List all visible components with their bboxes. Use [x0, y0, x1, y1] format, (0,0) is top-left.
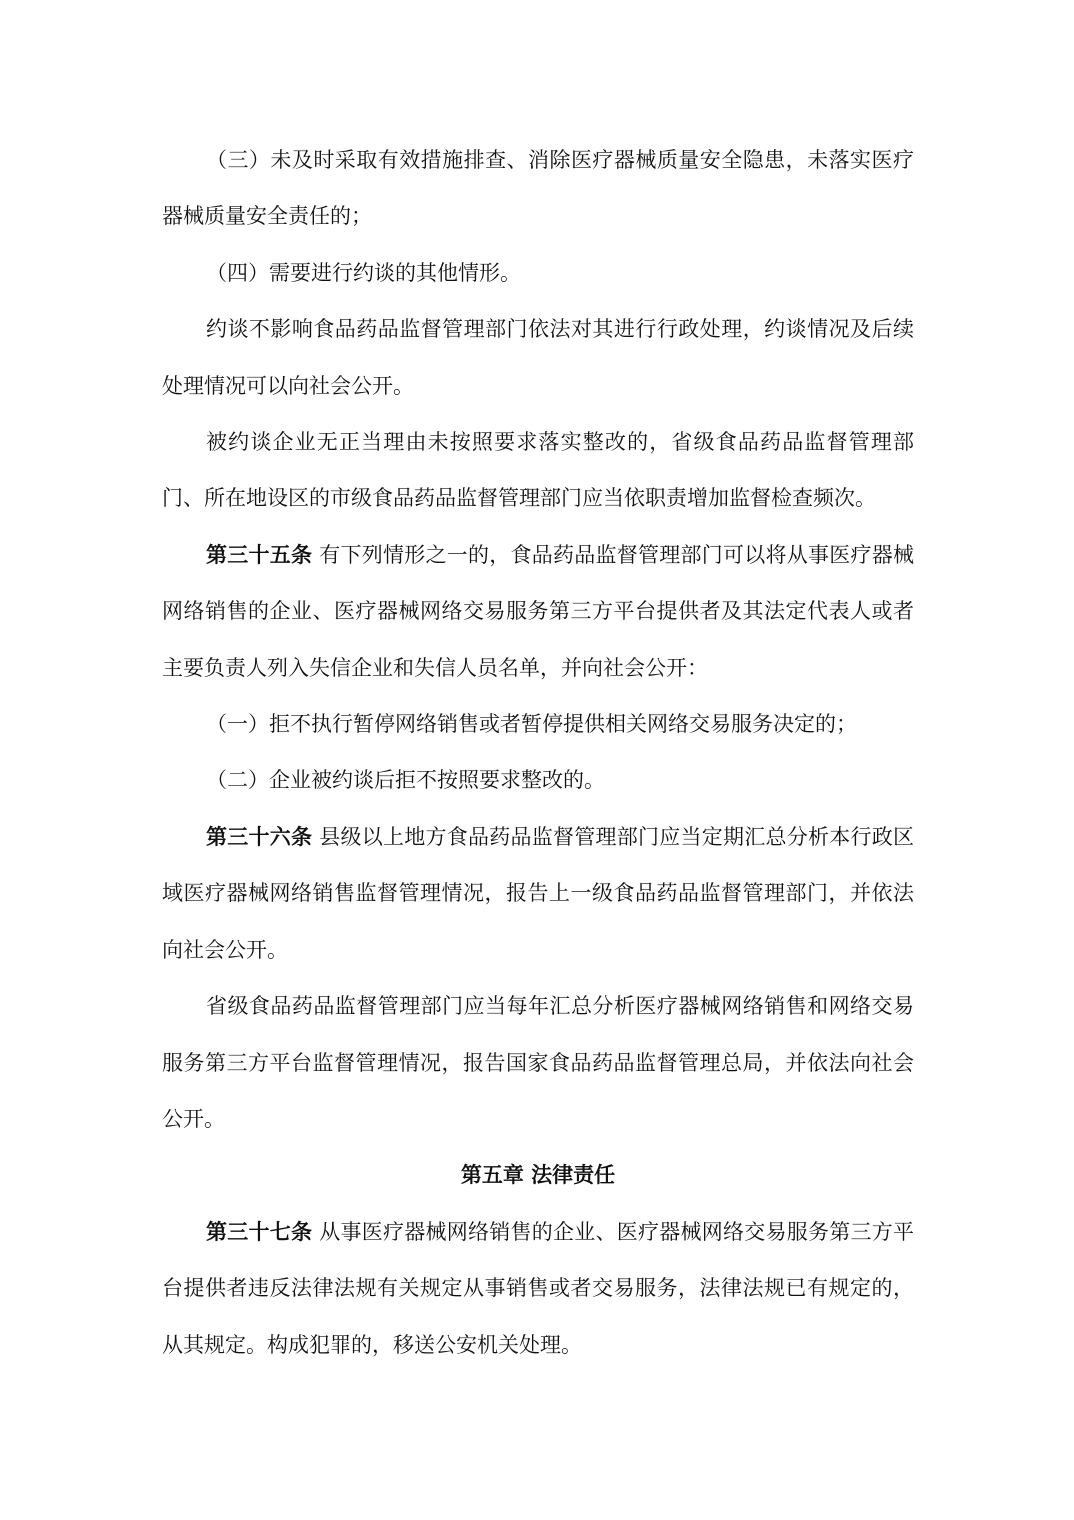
- paragraph-text: 约谈不影响食品药品监督管理部门依法对其进行行政处理，约谈情况及后续处理情况可以向社会公开。: [162, 317, 914, 398]
- article-36: [162, 809, 914, 978]
- paragraph-text: （二）企业被约谈后拒不按照要求整改的。: [206, 768, 605, 793]
- article-text: 县级以上地方食品药品监督管理部门应当定期汇总分析本行政区域医疗器械网络销售监督管理情况，报告上一级食品药品监督管理部门，并依法向社会公开。: [162, 824, 914, 962]
- paragraph-text: （三）未及时采取有效措施排查、消除医疗器械质量安全隐患，未落实医疗器械质量安全责任的；: [162, 148, 914, 229]
- article-text: 有下列情形之一的，食品药品监督管理部门可以将从事医疗器械网络销售的企业、医疗器械网络交易服务第三方平台提供者及其法定代表人或者主要负责人列入失信企业和失信人员名单，并向社会公开：: [162, 542, 914, 680]
- document-body: [162, 132, 914, 1373]
- paragraph-text: 省级食品药品监督管理部门应当每年汇总分析医疗器械网络销售和网络交易服务第三方平台监督管理情况，报告国家食品药品监督管理总局，并依法向社会公开。: [162, 994, 914, 1131]
- paragraph-text: （四）需要进行约谈的其他情形。: [206, 260, 521, 285]
- article-number: 第三十六条: [206, 824, 313, 849]
- paragraph-rectification: [162, 414, 914, 527]
- article-number: 第三十七条: [206, 1219, 313, 1244]
- article-35: [162, 527, 914, 696]
- paragraph-provincial-summary: [162, 978, 914, 1147]
- paragraph-text: 被约谈企业无正当理由未按照要求落实整改的，省级食品药品监督管理部门、所在地设区的市级食品药品监督管理部门应当依职责增加监督检查频次。: [162, 430, 914, 511]
- paragraph-item-4: [162, 245, 914, 301]
- chapter-heading: 第五章 法律责任: [460, 1163, 616, 1188]
- article-number: 第三十五条: [206, 542, 313, 567]
- article-text: 从事医疗器械网络销售的企业、医疗器械网络交易服务第三方平台提供者违反法律法规有关规定从事销售或者交易服务，法律法规已有规定的，从其规定。构成犯罪的，移送公安机关处理。: [162, 1219, 914, 1357]
- paragraph-interview-disclosure: [162, 301, 914, 414]
- paragraph-item-2: [162, 752, 914, 808]
- paragraph-text: （一）拒不执行暂停网络销售或者暂停提供相关网络交易服务决定的；: [206, 712, 857, 737]
- paragraph-item-1: [162, 696, 914, 752]
- article-37: [162, 1204, 914, 1373]
- paragraph-item-3: [162, 132, 914, 245]
